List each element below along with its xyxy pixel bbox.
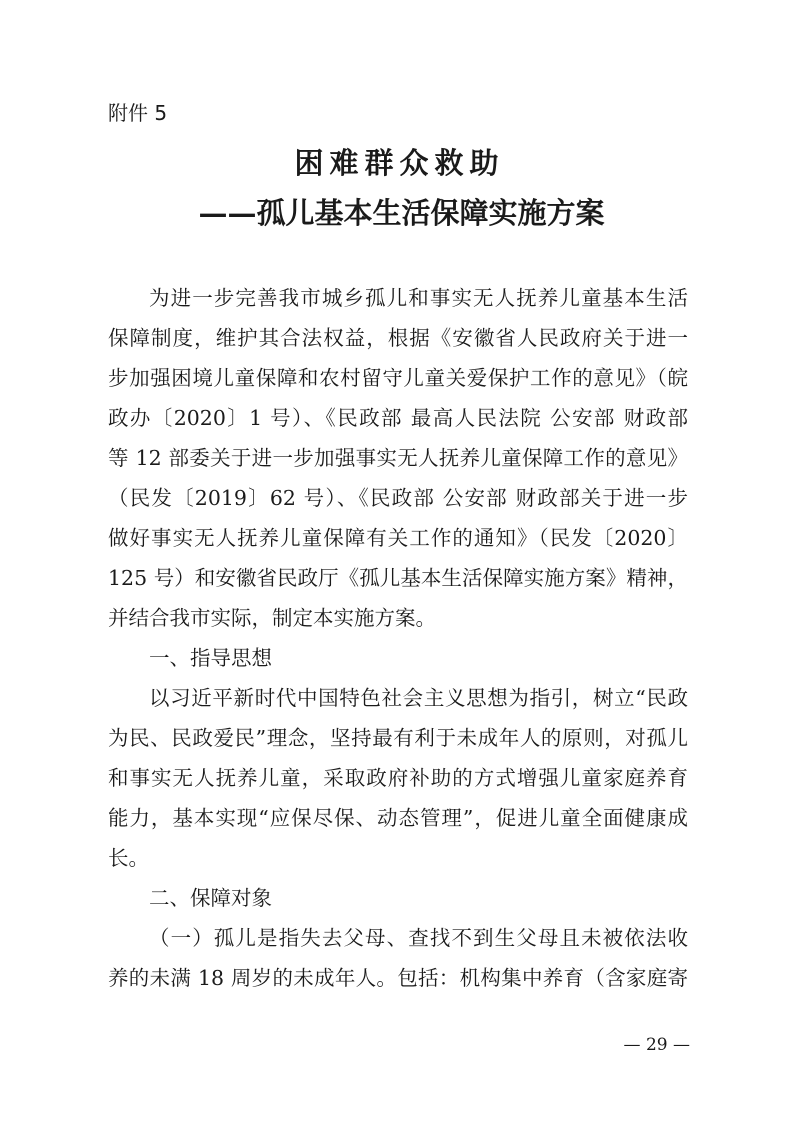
page-number: — 29 — xyxy=(623,1035,690,1055)
document-subtitle: ——孤儿基本生活保障实施方案 xyxy=(198,196,605,230)
body-line: 做好事实无人抚养儿童保障有关工作的通知》（民发〔2020〕 xyxy=(108,526,688,550)
section-guiding-ideology xyxy=(108,638,688,878)
section-heading: 二、保障对象 xyxy=(149,886,272,910)
body-line: 长。 xyxy=(108,846,149,870)
body-line: 为进一步完善我市城乡孤儿和事实无人抚养儿童基本生活 xyxy=(149,286,688,310)
attachment-label: 附件 5 xyxy=(108,101,168,125)
intro-paragraph xyxy=(108,278,688,638)
section-heading: 一、指导思想 xyxy=(149,646,272,670)
body-line: 并结合我市实际，制定本实施方案。 xyxy=(108,606,436,630)
body-line: 养的未满 18 周岁的未成年人。包括：机构集中养育（含家庭寄 xyxy=(108,966,688,990)
body-line: 和事实无人抚养儿童，采取政府补助的方式增强儿童家庭养育 xyxy=(108,766,688,790)
body-line: 保障制度，维护其合法权益，根据《安徽省人民政府关于进一 xyxy=(108,326,688,350)
body-line: 能力，基本实现“应保尽保、动态管理”，促进儿童全面健康成 xyxy=(108,806,688,830)
body-line: 政办〔2020〕1 号）、《民政部 最高人民法院 公安部 财政部 xyxy=(108,406,688,430)
body-line: 以习近平新时代中国特色社会主义思想为指引，树立“民政 xyxy=(149,686,688,710)
body-line: （民发〔2019〕62 号）、《民政部 公安部 财政部关于进一步 xyxy=(108,486,688,510)
document-title: 困难群众救助 xyxy=(294,146,505,180)
body-line: 等 12 部委关于进一步加强事实无人抚养儿童保障工作的意见》 xyxy=(108,446,688,470)
body-line: 步加强困境儿童保障和农村留守儿童关爱保护工作的意见》（皖 xyxy=(108,366,688,390)
body-line: （一）孤儿是指失去父母、查找不到生父母且未被依法收 xyxy=(149,926,688,950)
document-body xyxy=(108,278,688,998)
body-line: 125 号）和安徽省民政厅《孤儿基本生活保障实施方案》精神， xyxy=(108,566,688,590)
body-line: 为民、民政爱民”理念，坚持最有利于未成年人的原则，对孤儿 xyxy=(108,726,688,750)
section-beneficiaries xyxy=(108,878,688,998)
